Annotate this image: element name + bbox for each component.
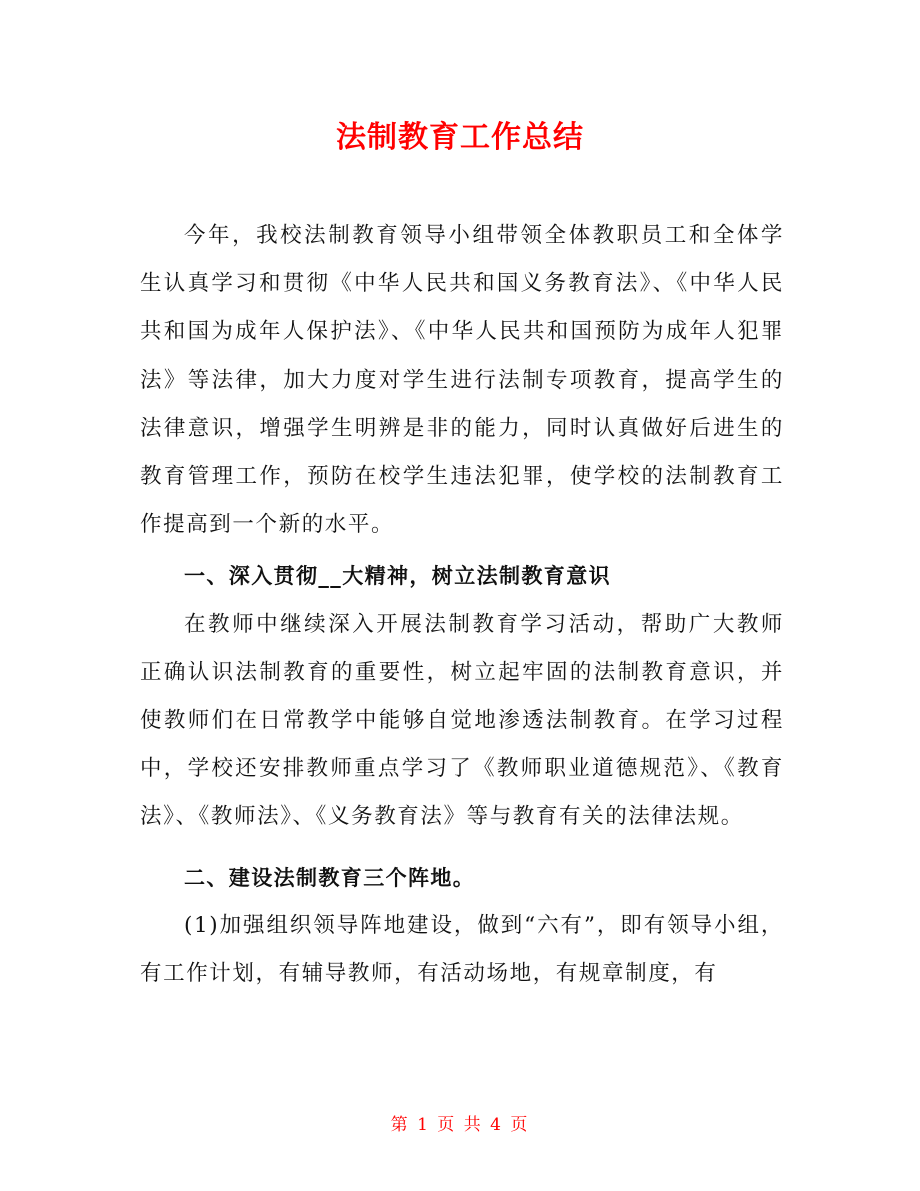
- section-heading-2: 二、建设法制教育三个阵地。: [184, 865, 476, 890]
- intro-paragraph: 今年，我校法制教育领导小组带领全体教职员工和全体学生认真学习和贯彻《中华人民共和国义务教育法》、《中华人民共和国为成年人保护法》、《中华人民共和国预防为成年人犯罪法》等法律，加大力度对学生进行法制专项教育，提高学生的法律意识，增强学生明辨是非的能力，同时认真做好后进生的教育管理工作，预防在校学生违法犯罪，使学校的法制教育工作提高到一个新的水平。: [140, 223, 784, 538]
- section-heading-1: 一、深入贯彻__大精神，树立法制教育意识: [184, 564, 611, 589]
- document-title: 法制教育工作总结: [336, 120, 584, 155]
- document-body: [140, 212, 784, 998]
- section-2-paragraph: (1)加强组织领导阵地建设，做到“六有”，即有领导小组，有工作计划，有辅导教师，有活动场地，有规章制度，有: [140, 912, 784, 987]
- page-number-footer: 第 1 页 共 4 页: [390, 1115, 530, 1135]
- section-1-paragraph: 在教师中继续深入开展法制教育学习活动，帮助广大教师正确认识法制教育的重要性，树立起牢固的法制教育意识，并使教师们在日常教学中能够自觉地渗透法制教育。在学习过程中，学校还安排教师重点学习了《教师职业道德规范》、《教育法》、《教师法》、《义务教育法》等与教育有关的法律法规。: [140, 611, 784, 830]
